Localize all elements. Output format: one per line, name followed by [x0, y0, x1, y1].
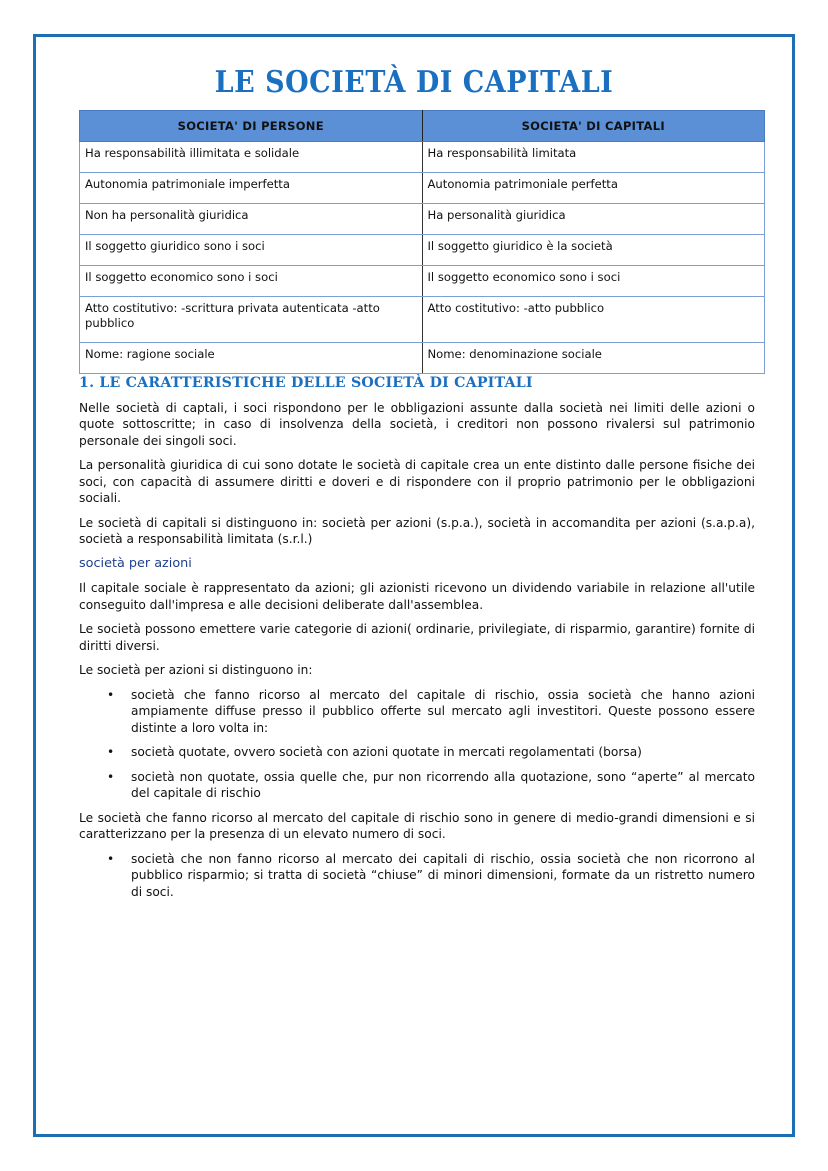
bullet-icon: • — [107, 769, 115, 784]
bullet-list — [79, 687, 755, 802]
table-cell: Ha responsabilità limitata — [422, 142, 765, 173]
table-row — [80, 235, 765, 266]
bullet-icon: • — [107, 851, 115, 866]
paragraph: Nelle società di captali, i soci rispondono per le obbligazioni assunte dalla società nei limiti delle azioni o quote sottoscritte; in caso di insolvenza della società, i creditori non possono rivalersi sul patrimonio personale dei singoli soci. — [79, 400, 755, 448]
table-cell: Non ha personalità giuridica — [80, 204, 423, 235]
subheading-spa: società per azioni — [79, 555, 192, 571]
table-row — [80, 173, 765, 204]
list-item — [79, 744, 755, 761]
table-row — [80, 266, 765, 297]
list-item-text: società che non fanno ricorso al mercato dei capitali di rischio, ossia società che non ricorrono al pubblico risparmio; si tratta di società “chiuse” di minori dimensioni, formate da un ristretto numero di soci. — [131, 851, 755, 899]
table-row — [80, 204, 765, 235]
table-cell: Il soggetto economico sono i soci — [422, 266, 765, 297]
table-cell: Il soggetto giuridico sono i soci — [80, 235, 423, 266]
comparison-table — [79, 110, 765, 374]
table-cell: Ha personalità giuridica — [422, 204, 765, 235]
table-cell: Atto costitutivo: -atto pubblico — [422, 297, 765, 343]
table-cell: Nome: ragione sociale — [80, 343, 423, 374]
paragraph: Le società che fanno ricorso al mercato del capitale di rischio sono in genere di medio-grandi dimensioni e si caratterizzano per la presenza di un elevato numero di soci. — [79, 810, 755, 841]
bullet-icon: • — [107, 687, 115, 702]
table-row — [80, 142, 765, 173]
list-item — [79, 851, 755, 901]
paragraph: Le società di capitali si distinguono in: società per azioni (s.p.a.), società in accomandita per azioni (s.a.p.a), società a responsabilità limitata (s.r.l.) — [79, 515, 755, 546]
table-cell: Atto costitutivo: -scrittura privata autenticata -atto pubblico — [80, 297, 423, 343]
page-title: LE SOCIETÀ DI CAPITALI — [214, 65, 614, 100]
bullet-list — [79, 851, 755, 901]
list-item-text: società quotate, ovvero società con azioni quotate in mercati regolamentati (borsa) — [131, 745, 642, 759]
table-header-row — [80, 111, 765, 142]
page-frame — [33, 34, 795, 1137]
paragraph: La personalità giuridica di cui sono dotate le società di capitale crea un ente distinto dalle persone fisiche dei soci, con capacità di assumere diritti e doveri e di rispondere con il proprio patrimonio per le obbligazioni sociali. — [79, 458, 755, 505]
column-header-societa-di-persone: SOCIETA' DI PERSONE — [80, 111, 423, 142]
table-row — [80, 297, 765, 343]
table-cell: Nome: denominazione sociale — [422, 343, 765, 374]
list-item-text: società non quotate, ossia quelle che, pur non ricorrendo alla quotazione, sono “aperte” al mercato del capitale di rischio — [131, 769, 755, 800]
bullet-icon: • — [107, 745, 115, 759]
table-cell: Autonomia patrimoniale imperfetta — [80, 173, 423, 204]
list-item — [79, 769, 755, 802]
paragraph: Le società possono emettere varie categorie di azioni( ordinarie, privilegiate, di risparmio, garantire) fornite di diritti diversi. — [79, 622, 755, 653]
list-item-text: società che fanno ricorso al mercato del capitale di rischio, ossia società che hanno azioni ampiamente diffuse presso il pubblico offerte sul mercato agli investitori. Queste possono essere distinte a loro volta in: — [131, 687, 755, 735]
table-cell: Ha responsabilità illimitata e solidale — [80, 142, 423, 173]
table-cell: Autonomia patrimoniale perfetta — [422, 173, 765, 204]
document-body — [79, 375, 755, 908]
table-cell: Il soggetto giuridico è la società — [422, 235, 765, 266]
table-row — [80, 343, 765, 374]
column-header-societa-di-capitali: SOCIETA' DI CAPITALI — [422, 111, 765, 142]
section-heading: 1. LE CARATTERISTICHE DELLE SOCIETÀ DI CAPITALI — [79, 375, 533, 391]
list-item — [79, 687, 755, 737]
paragraph: Le società per azioni si distinguono in: — [79, 663, 313, 677]
paragraph: Il capitale sociale è rappresentato da azioni; gli azionisti ricevono un dividendo variabile in relazione all'utile conseguito dall'impresa e alle decisioni deliberate dall'assemblea. — [79, 581, 755, 612]
table-cell: Il soggetto economico sono i soci — [80, 266, 423, 297]
